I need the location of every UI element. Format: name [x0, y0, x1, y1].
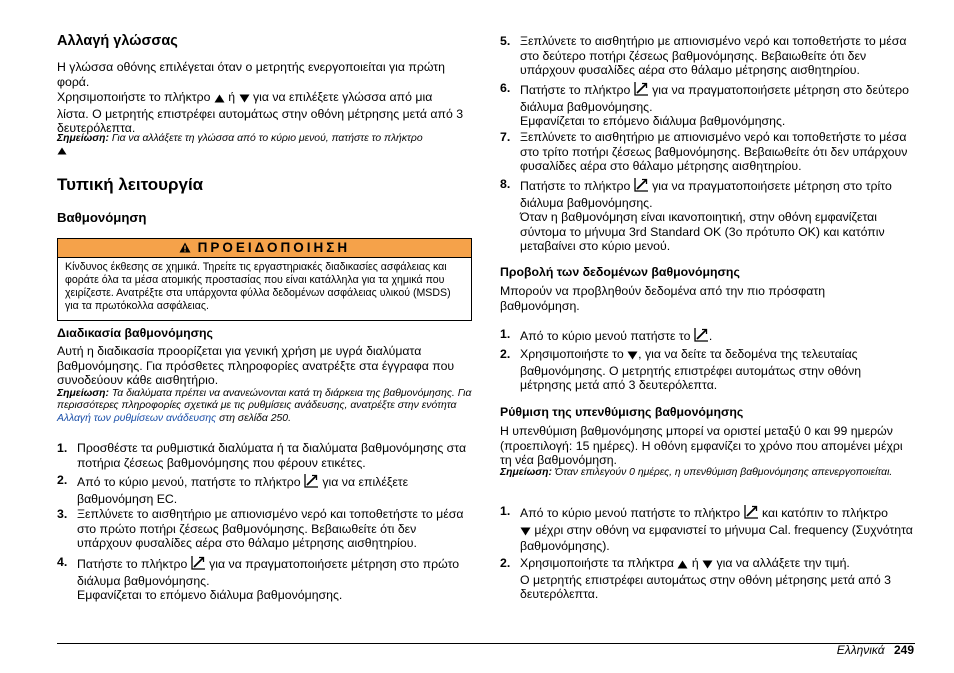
step-text: για να επιλέξετε βαθμονόμηση EC. [77, 475, 409, 506]
step-number: 6. [500, 81, 511, 95]
step-number: 1. [57, 441, 68, 455]
up-arrow-icon [57, 147, 67, 159]
down-arrow-icon [520, 525, 531, 540]
step-number: 8. [500, 177, 511, 191]
down-arrow-icon [627, 349, 638, 364]
note-language-text: Για να αλλάξετε τη γλώσσα από το κύριο μενού, πατήστε το πλήκτρο [111, 133, 423, 144]
warning-box [57, 238, 472, 321]
step-result: Εμφανίζεται το επόμενο διάλυμα βαθμονόμησης. [77, 588, 343, 603]
down-arrow-icon [239, 92, 250, 107]
step-number: 2. [57, 473, 68, 487]
page-footer [837, 643, 914, 658]
calibration-key-icon [191, 555, 206, 574]
lang2-text-a: Χρησιμοποιήστε το πλήκτρο [57, 90, 211, 104]
step-number: 5. [500, 34, 511, 48]
step-text: , για να δείτε τα δεδομένα της τελευταίας βαθμονόμησης. Ο μετρητής επιστρέφει αυτομάτως στην οθόνη μέτρησης μετά από 3 δευτερόλεπτα. [520, 347, 862, 393]
step-text: Προσθέστε τα ρυθμιστικά διαλύματα ή τα διαλύματα βαθμονόμησης στα ποτήρια ζέσεως βαθμονόμησης που φέρουν ετικέτες. [77, 441, 467, 470]
heading-reminder: Ρύθμιση της υπενθύμισης βαθμονόμησης [500, 405, 744, 419]
step-number: 3. [57, 507, 68, 521]
step-number: 7. [500, 130, 511, 144]
step-result: Όταν η βαθμονόμηση είναι ικανοποιητική, στην οθόνη εμφανίζεται σύντομα το μήνυμα 3rd Standard OK (3ο πρότυπο OK) και κατόπιν μεταβαίνει στο κύριο μενού. [520, 210, 885, 254]
step-text: Πατήστε το πλήκτρο [520, 83, 631, 97]
step-text: . [708, 329, 713, 343]
step-number: 4. [57, 555, 68, 569]
paragraph-language-2 [57, 90, 467, 136]
step-number: 1. [500, 504, 511, 518]
step-text: Ξεπλύνετε το αισθητήριο με απιονισμένο νερό και τοποθετήστε το μέσα στο δεύτερο ποτήρι ζέσεως βαθμονόμησης. Βεβαιωθείτε ότι δεν υπάρχουν φυσαλίδες αέρα στο θάλαμο μέτρησης αισθητηρίου. [520, 34, 907, 78]
down-arrow-icon [702, 558, 713, 573]
note-reminder-text: Όταν επιλεγούν 0 ημέρες, η υπενθύμιση βαθμονόμησης απενεργοποιείται. [554, 467, 893, 478]
step-text: μέχρι στην οθόνη να εμφανιστεί το μήνυμα Cal. frequency (Συχνότητα βαθμονόμησης). [520, 522, 913, 554]
step-text: Ξεπλύνετε το αισθητήριο με απιονισμένο νερό και τοποθετήστε το μέσα στο τρίτο ποτήρι ζέσεως βαθμονόμησης. Βεβαιωθείτε ότι δεν υπάρχουν φυσαλίδες αέρα στο θάλαμο μέτρησης αισθητηρίου. [520, 130, 908, 174]
step-text: Χρησιμοποιήστε το [520, 347, 624, 361]
heading-operation: Τυπική λειτουργία [57, 175, 204, 194]
calibration-key-icon [634, 177, 649, 196]
step-text: ή [691, 556, 699, 570]
step-text: και κατόπιν το πλήκτρο [762, 506, 888, 520]
up-arrow-icon [214, 92, 225, 107]
calibration-key-icon [694, 327, 709, 346]
heading-view-calibration: Προβολή των δεδομένων βαθμονόμησης [500, 265, 740, 279]
page-number: 249 [893, 643, 914, 657]
step-text: Από το κύριο μενού πατήστε το πλήκτρο [520, 506, 741, 520]
lang2-text-b: ή [228, 90, 236, 104]
step-text: για να πραγματοποιήσετε μέτρηση στο τρίτο διάλυμα βαθμονόμησης. [520, 179, 892, 210]
step-text: για να αλλάξετε την τιμή. [716, 556, 850, 570]
note-language [57, 133, 467, 160]
note-label: Σημείωση: [500, 467, 552, 478]
step-number: 2. [500, 347, 511, 361]
step-text: για να πραγματοποιήσετε μέτρηση στο δεύτερο διάλυμα βαθμονόμησης. [520, 83, 909, 114]
step-text: Πατήστε το πλήκτρο [520, 179, 631, 193]
paragraph-language-1: Η γλώσσα οθόνης επιλέγεται όταν ο μετρητής ενεργοποιείται για πρώτη φορά. [57, 60, 446, 89]
footer-divider [57, 643, 915, 644]
footer-language: Ελληνικά [836, 643, 885, 657]
paragraph-reminder: Η υπενθύμιση βαθμονόμησης μπορεί να οριστεί μεταξύ 0 και 99 ημερών (προεπιλογή: 15 ημέρες). Η οθόνη εμφανίζει το χρόνο που απομένει μέχρι τη νέα βαθμονόμηση. [500, 424, 903, 468]
calibration-key-icon [304, 473, 319, 492]
heading-language: Αλλαγή γλώσσας [57, 33, 178, 49]
calibration-key-icon [744, 504, 759, 523]
step-text: Πατήστε το πλήκτρο [77, 557, 188, 571]
step-text: Ξεπλύνετε το αισθητήριο με απιονισμένο νερό και τοποθετήστε το μέσα στο πρώτο ποτήρι ζέσεως βαθμονόμησης. Βεβαιωθείτε ότι δεν υπάρχουν φυσαλίδες αέρα στο θάλαμο μέτρησης αισθητηρίου. [77, 507, 464, 551]
lang2-text-c: για να επιλέξετε γλώσσα από μια λίστα. Ο μετρητής επιστρέφει αυτομάτως στην οθόνη μέτρησης μετά από 3 δευτερόλεπτα. [57, 90, 464, 136]
step-text: για να πραγματοποιήσετε μέτρηση στο πρώτο διάλυμα βαθμονόμησης. [77, 557, 460, 588]
note-reminder [500, 467, 900, 479]
note-label: Σημείωση: [57, 133, 109, 144]
note-procedure-page: στη σελίδα 250. [219, 412, 291, 424]
note-label: Σημείωση: [57, 388, 109, 399]
step-number: 2. [500, 556, 511, 570]
up-arrow-icon [677, 558, 688, 573]
warning-header [58, 239, 471, 258]
heading-procedure: Διαδικασία βαθμονόμησης [57, 326, 213, 340]
step-result: Εμφανίζεται το επόμενο διάλυμα βαθμονόμησης. [520, 114, 786, 129]
warning-icon [179, 240, 191, 258]
step-text: Χρησιμοποιήστε τα πλήκτρα [520, 556, 674, 570]
note-procedure [57, 388, 477, 425]
paragraph-procedure: Αυτή η διαδικασία προορίζεται για γενική χρήση με υγρά διαλύματα βαθμονόμησης. Για πρόσθετες πληροφορίες ανατρέξτε στα έγγραφα που συνοδεύουν κάθε αισθητήριο. [57, 344, 455, 388]
warning-text: Κίνδυνος έκθεσης σε χημικά. Τηρείτε τις εργαστηριακές διαδικασίες ασφάλειας και φοράτε όλα τα μέσα ατομικής προστασίας που είναι κατάλληλα για τα χημικά που χειρίζεστε. Ανατρέξτε στα υπάρχοντα φύλλα δεδομένων ασφάλειας υλικού (MSDS) για τα πρωτόκολλα ασφάλειας. [65, 261, 451, 312]
note-procedure-text: Τα διαλύματα πρέπει να ανανεώνονται κατά τη διάρκεια της βαθμονόμησης. Για περισσότερες πληροφορίες σχετικά με τις ρυθμίσεις ανάδευσης, ανατρέξτε στην ενότητα [57, 388, 472, 412]
step-text: Από το κύριο μενού πατήστε το [520, 329, 691, 343]
warning-title: ΠΡΟΕΙΔΟΠΟΙΗΣΗ [197, 240, 351, 255]
calibration-key-icon [634, 81, 649, 100]
step-number: 1. [500, 327, 511, 341]
stirring-settings-link[interactable]: Αλλαγή των ρυθμίσεων ανάδευσης [57, 412, 217, 424]
step-text: Από το κύριο μενού, πατήστε το πλήκτρο [77, 475, 301, 489]
heading-calibration: Βαθμονόμηση [57, 210, 147, 225]
paragraph-view: Μπορούν να προβληθούν δεδομένα από την πιο πρόσφατη βαθμονόμηση. [500, 284, 826, 313]
step-result: Ο μετρητής επιστρέφει αυτομάτως στην οθόνη μέτρησης μετά από 3 δευτερόλεπτα. [520, 572, 891, 602]
